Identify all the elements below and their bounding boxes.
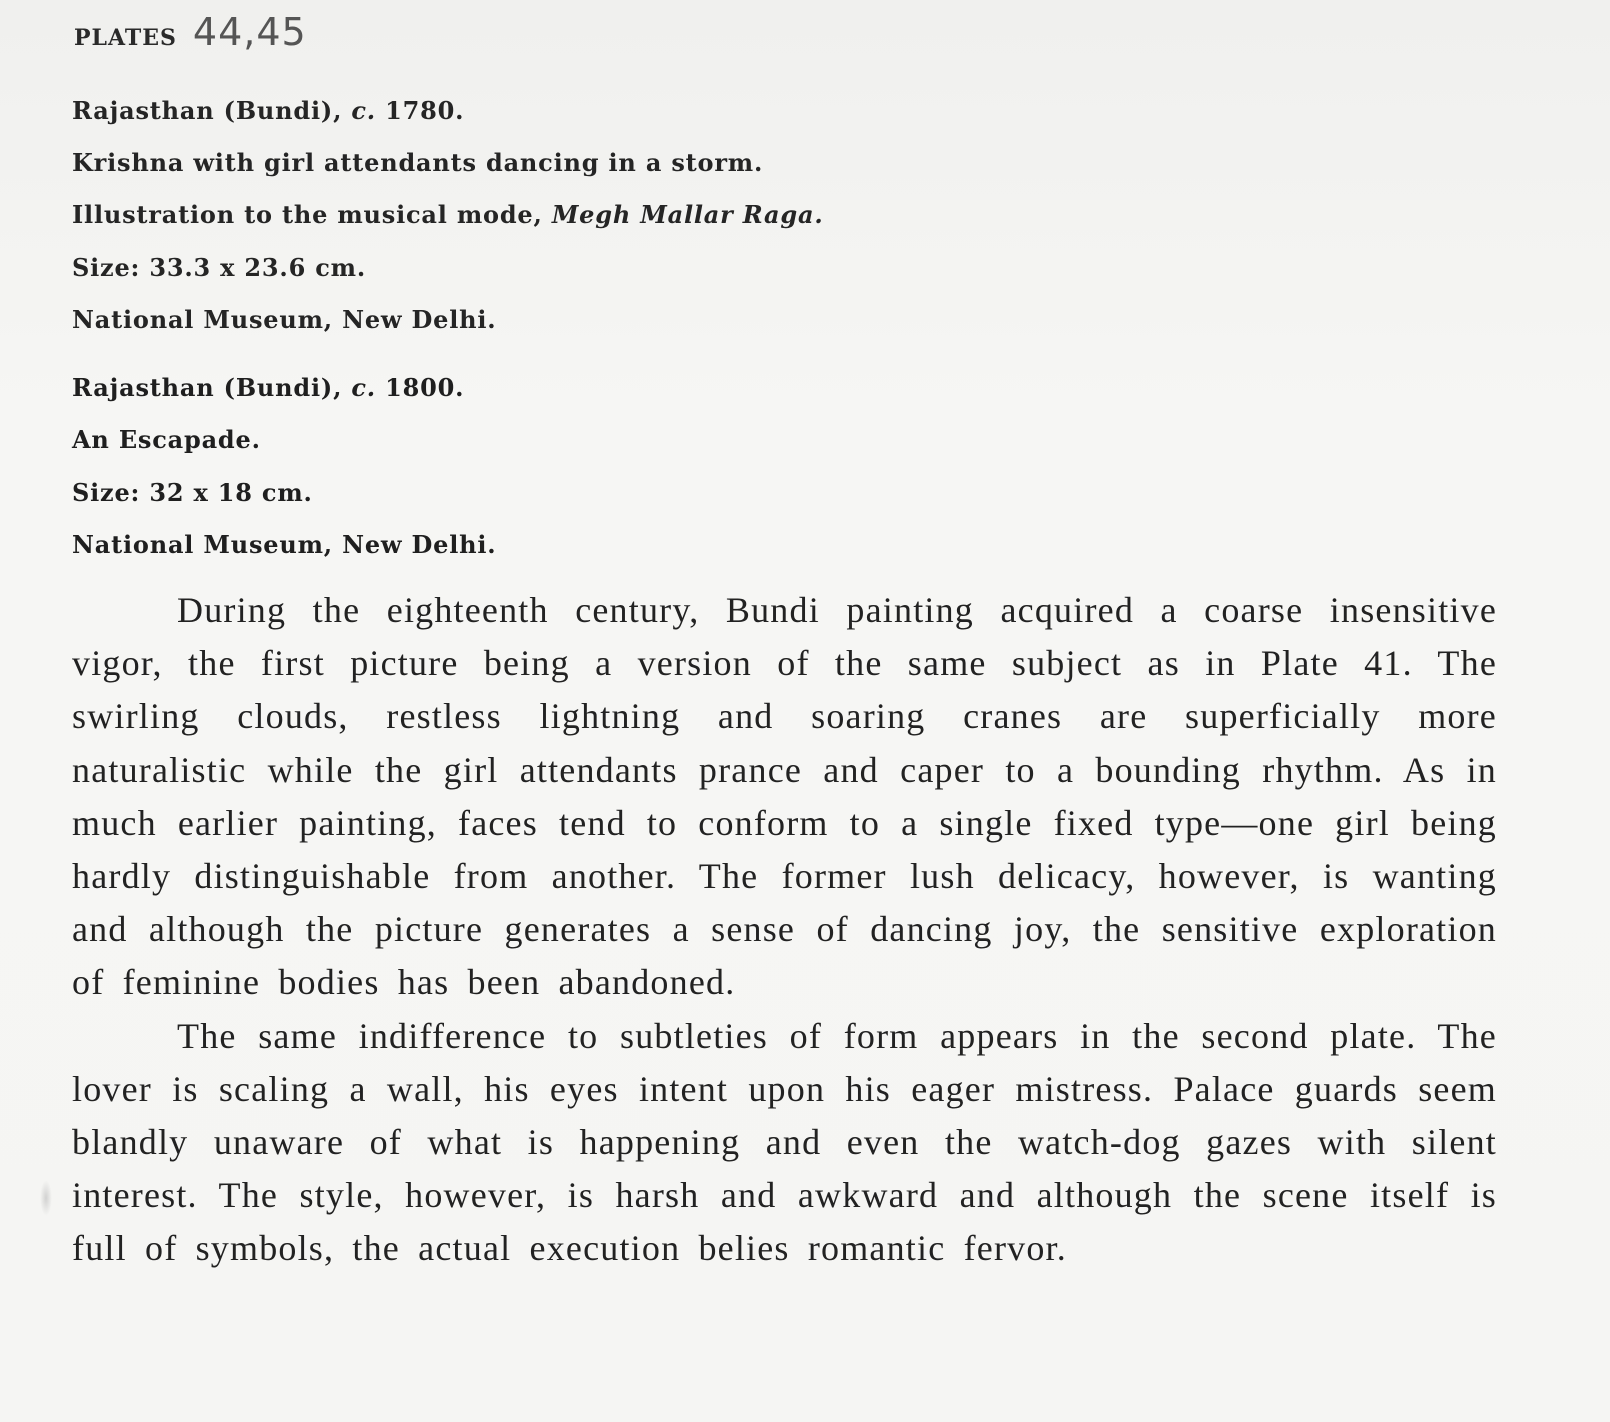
caption-2-size: Size: 32 x 18 cm. (72, 478, 313, 507)
caption-1-origin (72, 96, 465, 125)
caption-2-year: 1800. (375, 373, 465, 402)
caption-1-illustration (72, 200, 824, 229)
paragraph-1: During the eighteenth century, Bundi painting acquired a coarse insensitive vigor, the first picture being a version of the same subject as in Plate 41. The swirling clouds, restless lightning and soaring cranes are superficially more naturalistic while the girl attendants prance and caper to a bounding rhythm. As in much earlier painting, faces tend to conform to a single fixed type—one girl being hardly distinguishable from another. The former lush delicacy, however, is wanting and although the picture generates a sense of dancing joy, the sensitive exploration of feminine bodies has been abandoned. (72, 590, 1497, 1003)
caption-1-size: Size: 33.3 x 23.6 cm. (72, 253, 367, 282)
caption-1-origin-text: Rajasthan (Bundi), (72, 96, 352, 125)
caption-2-origin (72, 373, 465, 402)
caption-1-year: 1780. (375, 96, 465, 125)
caption-2-origin-text: Rajasthan (Bundi), (72, 373, 352, 402)
paper-blemish (40, 1180, 52, 1216)
caption-1-raga: Megh Mallar Raga. (551, 200, 824, 229)
plates-label: PLATES (74, 25, 177, 51)
caption-1-museum: National Museum, New Delhi. (72, 305, 497, 334)
caption-2-title: An Escapade. (72, 425, 261, 454)
paragraph-2: The same indifference to subtleties of form appears in the second plate. The lover is scaling a wall, his eyes intent upon his eager mistress. Palace guards seem blandly unaware of what is happening and even the watch-dog gazes with silent interest. The style, however, is harsh and awkward and although the scene itself is full of symbols, the actual execution belies romantic fervor. (72, 1015, 1497, 1269)
caption-1-circa: c. (351, 96, 376, 125)
caption-1-illustration-text: Illustration to the musical mode, (72, 200, 552, 229)
caption-1-title: Krishna with girl attendants dancing in a storm. (72, 148, 764, 177)
plates-heading (74, 10, 307, 54)
caption-2-museum: National Museum, New Delhi. (72, 530, 497, 559)
caption-2-circa: c. (351, 373, 376, 402)
plates-numbers: 44,45 (192, 10, 307, 54)
commentary (72, 584, 1497, 1276)
